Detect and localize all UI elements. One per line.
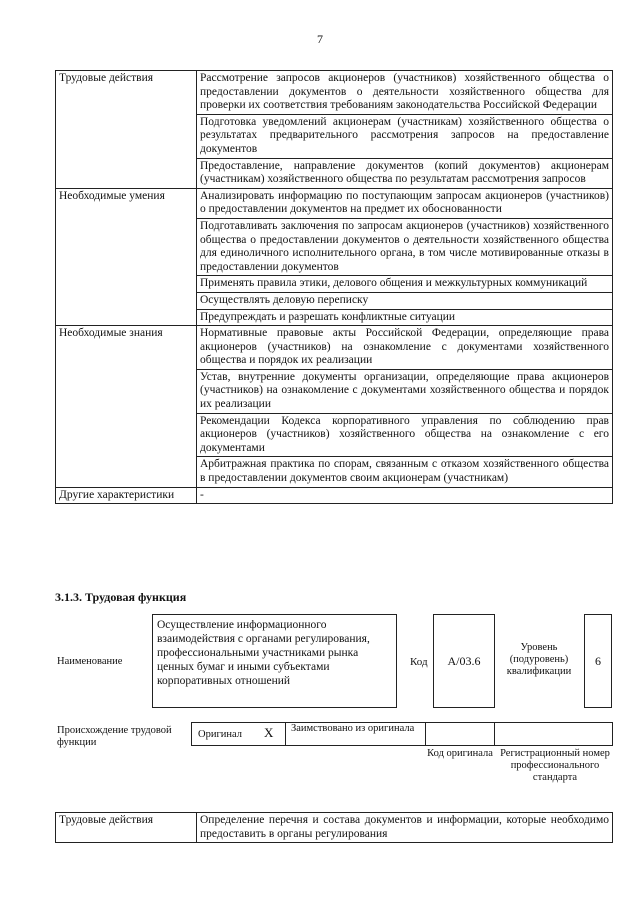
- skill-item: Анализировать информацию по поступающим запросам акционеров (участников) о предоставлении документов на предмет их обоснованности: [197, 188, 613, 218]
- knowledge-item: Рекомендации Кодекса корпоративного управления по соблюдению прав акционеров (участников) хозяйственного общества на ознакомление с его документами: [197, 413, 613, 457]
- knowledge-label: Необходимые знания: [56, 326, 197, 488]
- table-row: [56, 813, 613, 843]
- borrowed-cell: [285, 722, 426, 746]
- other-characteristics-value: -: [197, 487, 613, 504]
- labor-actions-label: Трудовые действия: [56, 71, 197, 189]
- code-label: Код: [410, 656, 428, 668]
- skill-item: Применять правила этики, делового общения и межкультурных коммуникаций: [197, 276, 613, 293]
- original-label: Оригинал: [198, 729, 242, 740]
- original-mark: X: [264, 725, 274, 740]
- code-original-cell: [425, 722, 495, 746]
- labor-action-item: Рассмотрение запросов акционеров (участников) хозяйственного общества о предоставлении документов о деятельности хозяйственного общества для проверки их соответствия требованиям законодательства Российской Федерации: [197, 71, 613, 115]
- skills-label: Необходимые умения: [56, 188, 197, 325]
- labor-actions-table: [55, 812, 613, 843]
- labor-action-item: Определение перечня и состава документов и информации, которые необходимо предоставить в органы регулирования: [197, 813, 613, 843]
- table-row: [56, 487, 613, 504]
- skill-item: Подготавливать заключения по запросам акционеров (участников) хозяйственного общества о предоставлении документов о деятельности хозяйственного общества для единоличного исполнительного органа, в том числе мотивированные отказы в предоставлении документов: [197, 218, 613, 275]
- skill-item: Предупреждать и разрешать конфликтные ситуации: [197, 309, 613, 326]
- table-row: [56, 326, 613, 370]
- function-code-box: A/03.6: [433, 614, 495, 708]
- qualification-level-box: 6: [584, 614, 612, 708]
- origin-label: Происхождение трудовой функции: [57, 725, 172, 748]
- function-name-box: Осуществление информационного взаимодействия с органами регулирования, профессиональными участниками рынка ценных бумаг и иными субъектами корпоративных отношений: [152, 614, 397, 708]
- borrowed-label: Заимствовано из оригинала: [291, 723, 415, 734]
- labor-action-item: Подготовка уведомлений акционерам (участникам) хозяйственного общества о результатах предварительного рассмотрения запросов на предоставление документов: [197, 114, 613, 158]
- original-cell: [191, 722, 286, 746]
- reg-number-cell: [494, 722, 613, 746]
- name-label: Наименование: [57, 656, 123, 667]
- table-row: [56, 188, 613, 218]
- code-original-label: Код оригинала: [427, 748, 493, 759]
- other-characteristics-label: Другие характеристики: [56, 487, 197, 504]
- labor-actions-label: Трудовые действия: [56, 813, 197, 843]
- page-number: 7: [317, 32, 323, 46]
- section-title: 3.1.3. Трудовая функция: [55, 590, 187, 604]
- labor-action-item: Предоставление, направление документов (копий документов) акционерам (участникам) хозяйственного общества по результатам рассмотрения запросов: [197, 158, 613, 188]
- table-row: [56, 71, 613, 115]
- level-label: Уровень (подуровень) квалификации: [506, 642, 572, 677]
- skill-item: Осуществлять деловую переписку: [197, 292, 613, 309]
- reg-number-label: Регистрационный номер профессионального стандарта: [500, 748, 610, 783]
- labor-function-table: [55, 70, 613, 504]
- knowledge-item: Устав, внутренние документы организации, определяющие права акционеров (участников) на ознакомление с документами хозяйственного общества и порядок их реализации: [197, 369, 613, 413]
- knowledge-item: Арбитражная практика по спорам, связанным с отказом хозяйственного общества в предоставлении документов своим акционерам (участникам): [197, 457, 613, 487]
- knowledge-item: Нормативные правовые акты Российской Федерации, определяющие права акционеров (участников) на ознакомление с документами хозяйственного общества и порядок их реализации: [197, 326, 613, 370]
